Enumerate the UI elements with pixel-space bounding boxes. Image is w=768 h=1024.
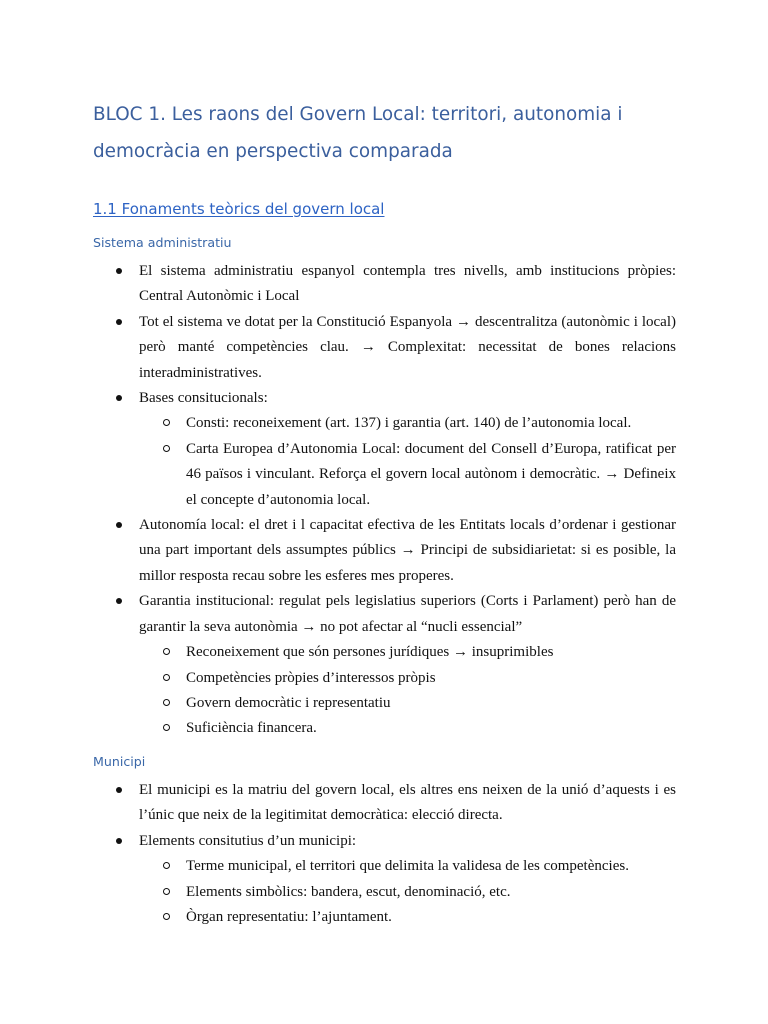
bullet-item: Garantia institucional: regulat pels legislatius superiors (Corts i Parlament) però han de garantir la seva autonòmia → no pot afectar al “nucli essencial” Reconeixement que són persones jurídiques → insuprimibles Competències pròpies d’interessos pròpis Govern democràtic i representatiu Suficiència financera. (116, 589, 676, 741)
bullet-icon (116, 838, 122, 844)
circle-bullet-icon (163, 888, 170, 895)
circle-bullet-icon (163, 445, 170, 452)
bullet-item: Autonomía local: el dret i l capacitat efectiva de les Entitats locals d’ordenar i gestionar una part important dels assumptes públics → Principi de subsidiarietat: si es posible, la millor resposta recau sobre les esferes mes properes. (116, 513, 676, 589)
sistema-bullet-list (116, 259, 676, 742)
bullet-icon (116, 319, 122, 325)
bullet-item: Elements consitutius d’un municipi: Terme municipal, el territori que delimita la validesa de les competències. Elements simbòlics: bandera, escut, denominació, etc. Òrgan representatiu: l’ajuntament. (116, 829, 676, 931)
bullet-item: Bases consitucionals: Consti: reconeixement (art. 137) i garantia (art. 140) de l’autonomia local. Carta Europea d’Autonomia Local: document del Consell d’Europa, ratificat per 46 països i vinculant. Reforça el govern local autònom i democràtic. → Defineix el concepte d’autonomia local. (116, 386, 676, 513)
municipi-bullet-list (116, 778, 676, 930)
bullet-item: Tot el sistema ve dotat per la Constitució Espanyola → descentralitza (autonòmic i local) però manté competències clau. → Complexitat: necessitat de bones relacions interadministratives. (116, 310, 676, 386)
circle-bullet-icon (163, 913, 170, 920)
bullet-icon (116, 522, 122, 528)
sub-item: Suficiència financera. (163, 716, 676, 741)
sub-list (163, 640, 676, 742)
bullet-icon (116, 268, 122, 274)
circle-bullet-icon (163, 648, 170, 655)
sub-item: Competències pròpies d’interessos pròpis (163, 666, 676, 691)
circle-bullet-icon (163, 699, 170, 706)
sub-item: Consti: reconeixement (art. 137) i garantia (art. 140) de l’autonomia local. (163, 411, 676, 436)
bullet-icon (116, 787, 122, 793)
sub-list (163, 854, 676, 930)
subheading-sistema-administratiu: Sistema administratiu (93, 235, 232, 250)
bloc-title: BLOC 1. Les raons del Govern Local: territori, autonomia i democràcia en perspectiva comparada (93, 104, 623, 162)
bullet-icon (116, 598, 122, 604)
bullet-item: El sistema administratiu espanyol contempla tres nivells, amb institucions pròpies: Central Autonòmic i Local (116, 259, 676, 310)
sub-item: Òrgan representatiu: l’ajuntament. (163, 905, 676, 930)
circle-bullet-icon (163, 862, 170, 869)
sub-list (163, 411, 676, 513)
subheading-municipi: Municipi (93, 754, 146, 769)
circle-bullet-icon (163, 724, 170, 731)
sub-item: Reconeixement que són persones jurídiques → insuprimibles (163, 640, 676, 665)
section-title: 1.1 Fonaments teòrics del govern local (93, 200, 385, 218)
sub-item: Govern democràtic i representatiu (163, 691, 676, 716)
sub-item: Terme municipal, el territori que delimita la validesa de les competències. (163, 854, 676, 879)
circle-bullet-icon (163, 419, 170, 426)
bullet-item: El municipi es la matriu del govern local, els altres ens neixen de la unió d’aquests i es l’únic que neix de la legitimitat democràtica: elecció directa. (116, 778, 676, 829)
sub-item: Elements simbòlics: bandera, escut, denominació, etc. (163, 880, 676, 905)
bullet-icon (116, 395, 122, 401)
circle-bullet-icon (163, 674, 170, 681)
sub-item: Carta Europea d’Autonomia Local: document del Consell d’Europa, ratificat per 46 països i vinculant. Reforça el govern local autònom i democràtic. → Defineix el concepte d’autonomia local. (163, 437, 676, 513)
